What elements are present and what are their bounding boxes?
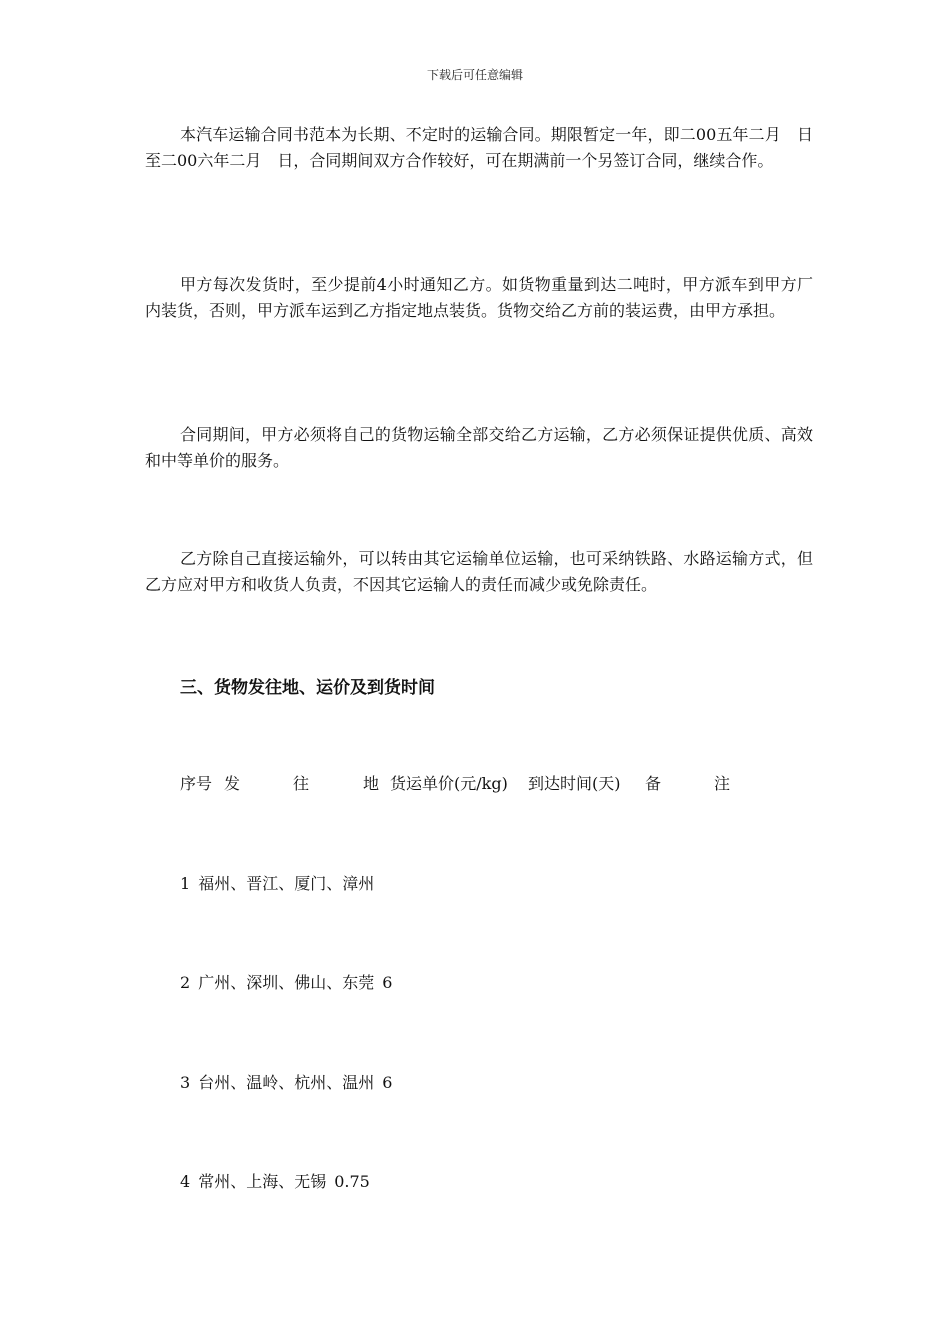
section-heading: 三、货物发往地、运价及到货时间	[180, 678, 435, 698]
row-seq: 4	[180, 1172, 191, 1191]
table-header-row	[180, 772, 800, 796]
table-row	[180, 971, 400, 995]
row-price: 6	[382, 973, 393, 992]
row-price: 0.75	[334, 1172, 370, 1191]
row-dest: 台州、温岭、杭州、温州	[198, 1073, 375, 1092]
col-note-1: 备	[645, 774, 662, 793]
row-seq: 3	[180, 1073, 191, 1092]
row-seq: 1	[180, 874, 191, 893]
row-dest: 广州、深圳、佛山、东莞	[198, 973, 375, 992]
row-dest: 常州、上海、无锡	[198, 1172, 327, 1191]
col-time: 到达时间(天)	[528, 774, 621, 793]
col-note-2: 注	[714, 774, 731, 793]
row-dest: 福州、晋江、厦门、漳州	[198, 874, 375, 893]
table-row	[180, 1071, 400, 1095]
paragraph-shipping-notice: 甲方每次发货时，至少提前4小时通知乙方。如货物重量到达二吨时，甲方派车到甲方厂内装货，否则，甲方派车运到乙方指定地点装货。货物交给乙方前的装运费，由甲方承担。	[145, 275, 813, 320]
paragraph-subcontract: 乙方除自己直接运输外，可以转由其它运输单位运输，也可采纳铁路、水路运输方式，但乙方应对甲方和收货人负责，不因其它运输人的责任而减少或免除责任。	[145, 549, 813, 594]
paragraph-exclusive-transport: 合同期间，甲方必须将自己的货物运输全部交给乙方运输，乙方必须保证提供优质、高效和中等单价的服务。	[145, 425, 813, 470]
table-row	[180, 872, 390, 896]
row-seq: 2	[180, 973, 191, 992]
col-seq: 序号	[180, 774, 213, 793]
row-price: 6	[382, 1073, 393, 1092]
paragraph-contract-term: 本汽车运输合同书范本为长期、不定时的运输合同。期限暂定一年，即二00五年二月 日至二00六年二月 日，合同期间双方合作较好，可在期满前一个另签订合同，继续合作。	[145, 125, 813, 170]
table-row	[180, 1170, 378, 1194]
col-dest-1: 发	[224, 774, 241, 793]
col-dest-3: 地	[363, 774, 380, 793]
col-price: 货运单价(元/kg)	[390, 774, 508, 793]
col-dest-2: 往	[293, 774, 310, 793]
page-header: 下载后可任意编辑	[426, 68, 523, 82]
